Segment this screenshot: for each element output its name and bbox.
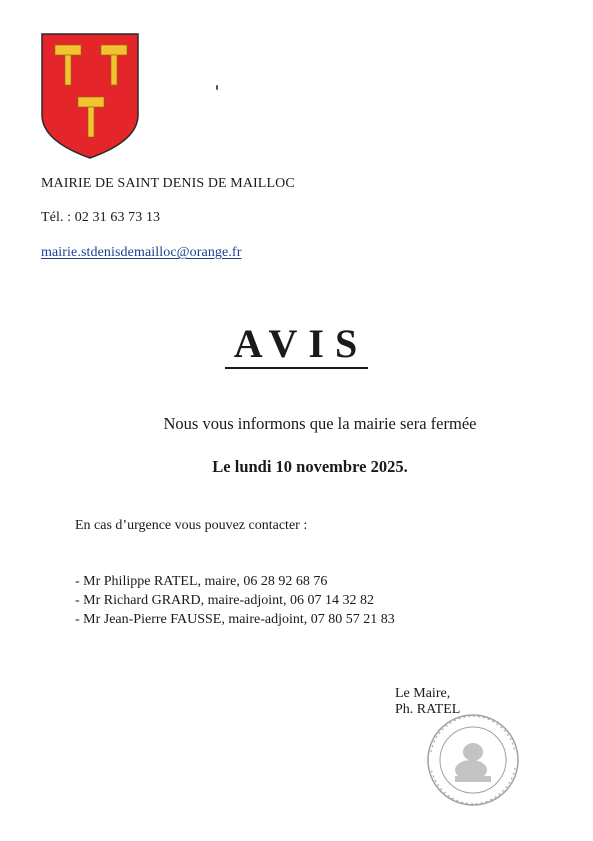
coat-of-arms-icon (41, 33, 139, 159)
mairie-seal-stamp-icon (425, 712, 521, 808)
signature-name: Ph. RATEL (395, 702, 461, 717)
scan-speck (216, 85, 218, 90)
closure-date: Le lundi 10 novembre 2025. (212, 457, 408, 476)
notice-title (0, 320, 593, 369)
contact-item: - Mr Richard GRARD, maire-adjoint, 06 07 14 32 82 (75, 593, 375, 608)
mairie-email-link[interactable]: mairie.stdenisdemailloc@orange.fr (41, 245, 242, 260)
closure-intro: Nous vous informons que la mairie sera fermée (163, 414, 477, 433)
mairie-phone: Tél. : 02 31 63 73 13 (41, 210, 161, 225)
contact-item: - Mr Jean-Pierre FAUSSE, maire-adjoint, 07 80 57 21 83 (75, 612, 395, 627)
notice-title-text: AVIS (225, 321, 368, 369)
contact-list (75, 572, 395, 629)
contact-item: - Mr Philippe RATEL, maire, 06 28 92 68 76 (75, 574, 328, 589)
signature-title: Le Maire, (395, 686, 451, 701)
mairie-name: MAIRIE DE SAINT DENIS DE MAILLOC (41, 176, 295, 191)
urgency-intro: En cas d’urgence vous pouvez contacter : (75, 518, 308, 533)
